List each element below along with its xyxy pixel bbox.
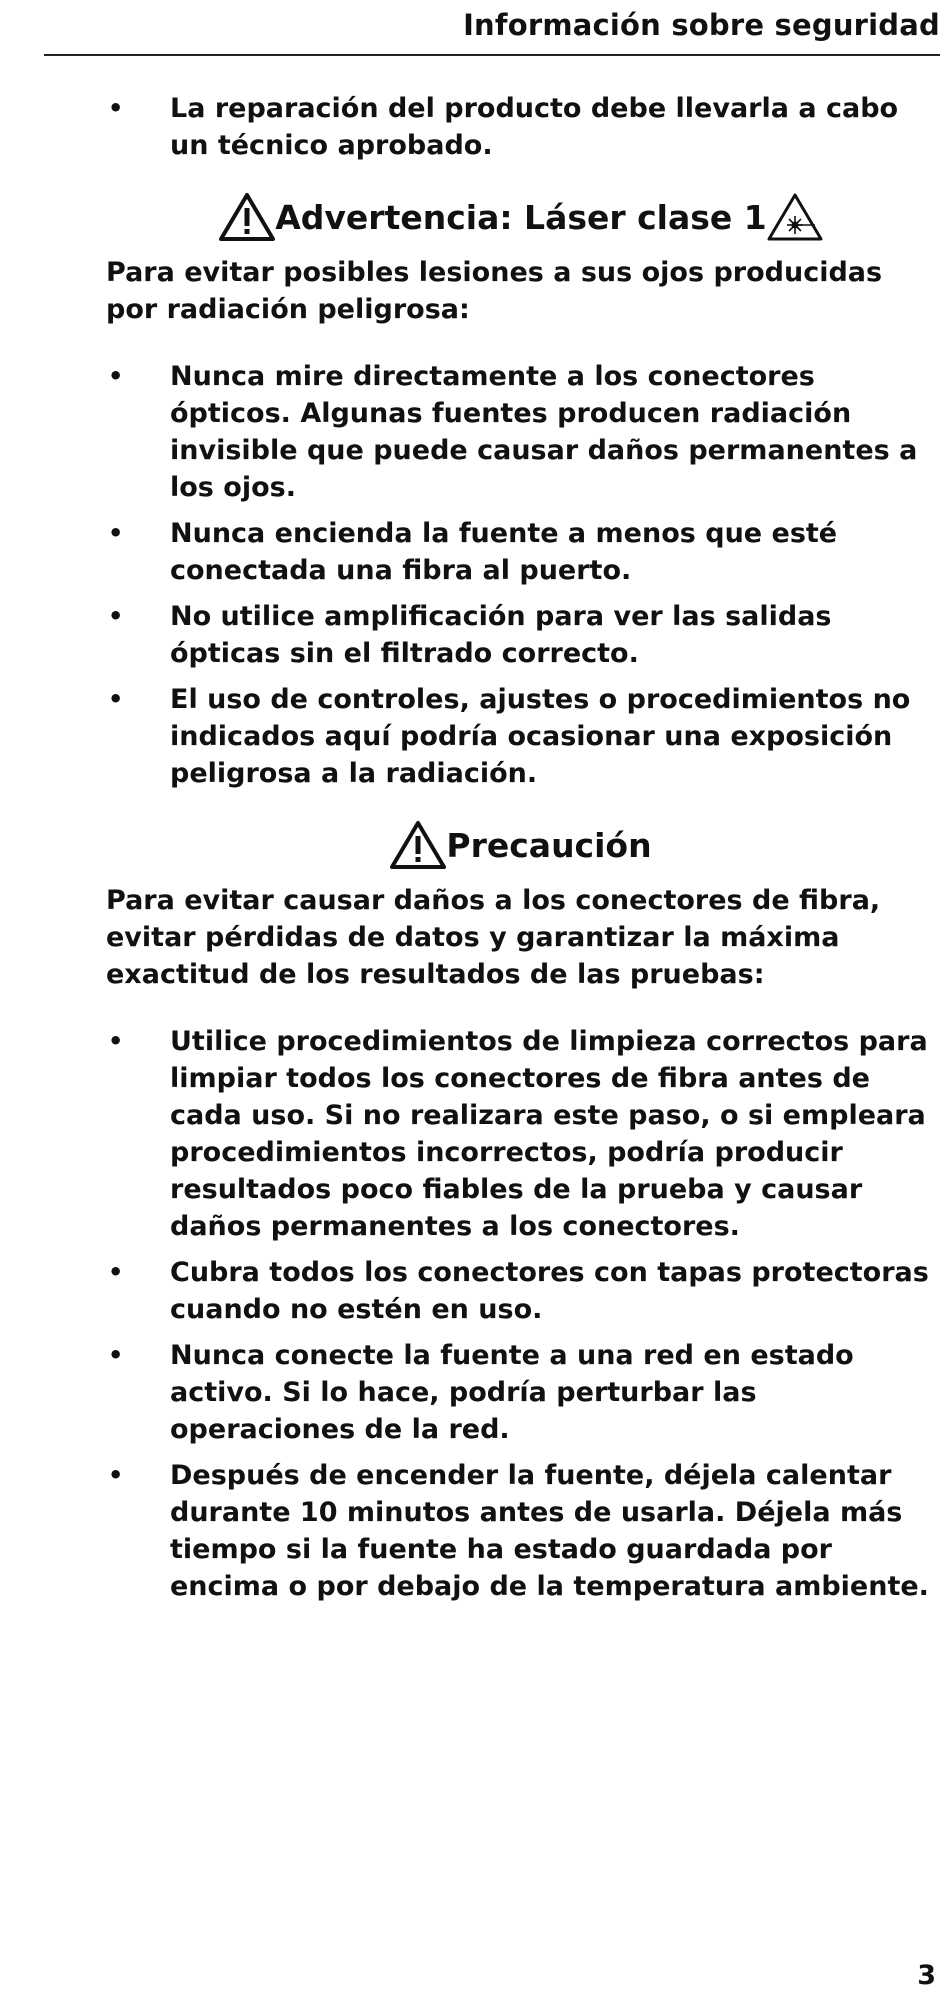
list-item: • Nunca conecte la fuente a una red en estado activo. Si lo hace, podría perturbar las operaciones de la red. xyxy=(106,1337,936,1448)
page-header xyxy=(44,0,940,56)
main-content xyxy=(106,90,936,1614)
warning-heading xyxy=(106,190,936,244)
list-item: • Nunca encienda la fuente a menos que esté conectada una fibra al puerto. xyxy=(106,515,936,589)
list-item: • Nunca mire directamente a los conectores ópticos. Algunas fuentes producen radiación invisible que puede causar daños permanentes a los ojos. xyxy=(106,358,936,506)
caution-bullet-list xyxy=(106,1023,936,1605)
warning-triangle-icon xyxy=(390,820,446,870)
header-title: Información sobre seguridad xyxy=(463,8,940,42)
list-item: • Utilice procedimientos de limpieza correctos para limpiar todos los conectores de fibra antes de cada uso. Si no realizara este paso, o si empleara procedimientos incorrectos, podría producir resultados poco fiables de la prueba y causar daños permanentes a los conectores. xyxy=(106,1023,936,1245)
caution-heading xyxy=(106,818,936,872)
caution-intro: Para evitar causar daños a los conectores de fibra, evitar pérdidas de datos y garantizar la máxima exactitud de los resultados de las pruebas: xyxy=(106,885,881,990)
warning-intro: Para evitar posibles lesiones a sus ojos producidas por radiación peligrosa: xyxy=(106,257,883,325)
list-item: • Después de encender la fuente, déjela calentar durante 10 minutos antes de usarla. Déjela más tiempo si la fuente ha estado guardada por encima o por debajo de la temperatura ambiente. xyxy=(106,1457,936,1605)
caution-heading-text: Precaución xyxy=(446,825,652,865)
warning-triangle-icon xyxy=(219,192,275,242)
laser-hazard-icon xyxy=(767,192,823,242)
top-bullet-list xyxy=(106,90,936,164)
list-item: • El uso de controles, ajustes o procedimientos no indicados aquí podría ocasionar una exposición peligrosa a la radiación. xyxy=(106,681,936,792)
warning-bullet-list xyxy=(106,358,936,792)
list-item: • La reparación del producto debe llevarla a cabo un técnico aprobado. xyxy=(106,90,936,164)
page-number: 3 xyxy=(917,1960,936,1991)
list-item: • Cubra todos los conectores con tapas protectoras cuando no estén en uso. xyxy=(106,1254,936,1328)
list-item: • No utilice amplificación para ver las salidas ópticas sin el filtrado correcto. xyxy=(106,598,936,672)
warning-heading-text: Advertencia: Láser clase 1 xyxy=(275,197,767,237)
